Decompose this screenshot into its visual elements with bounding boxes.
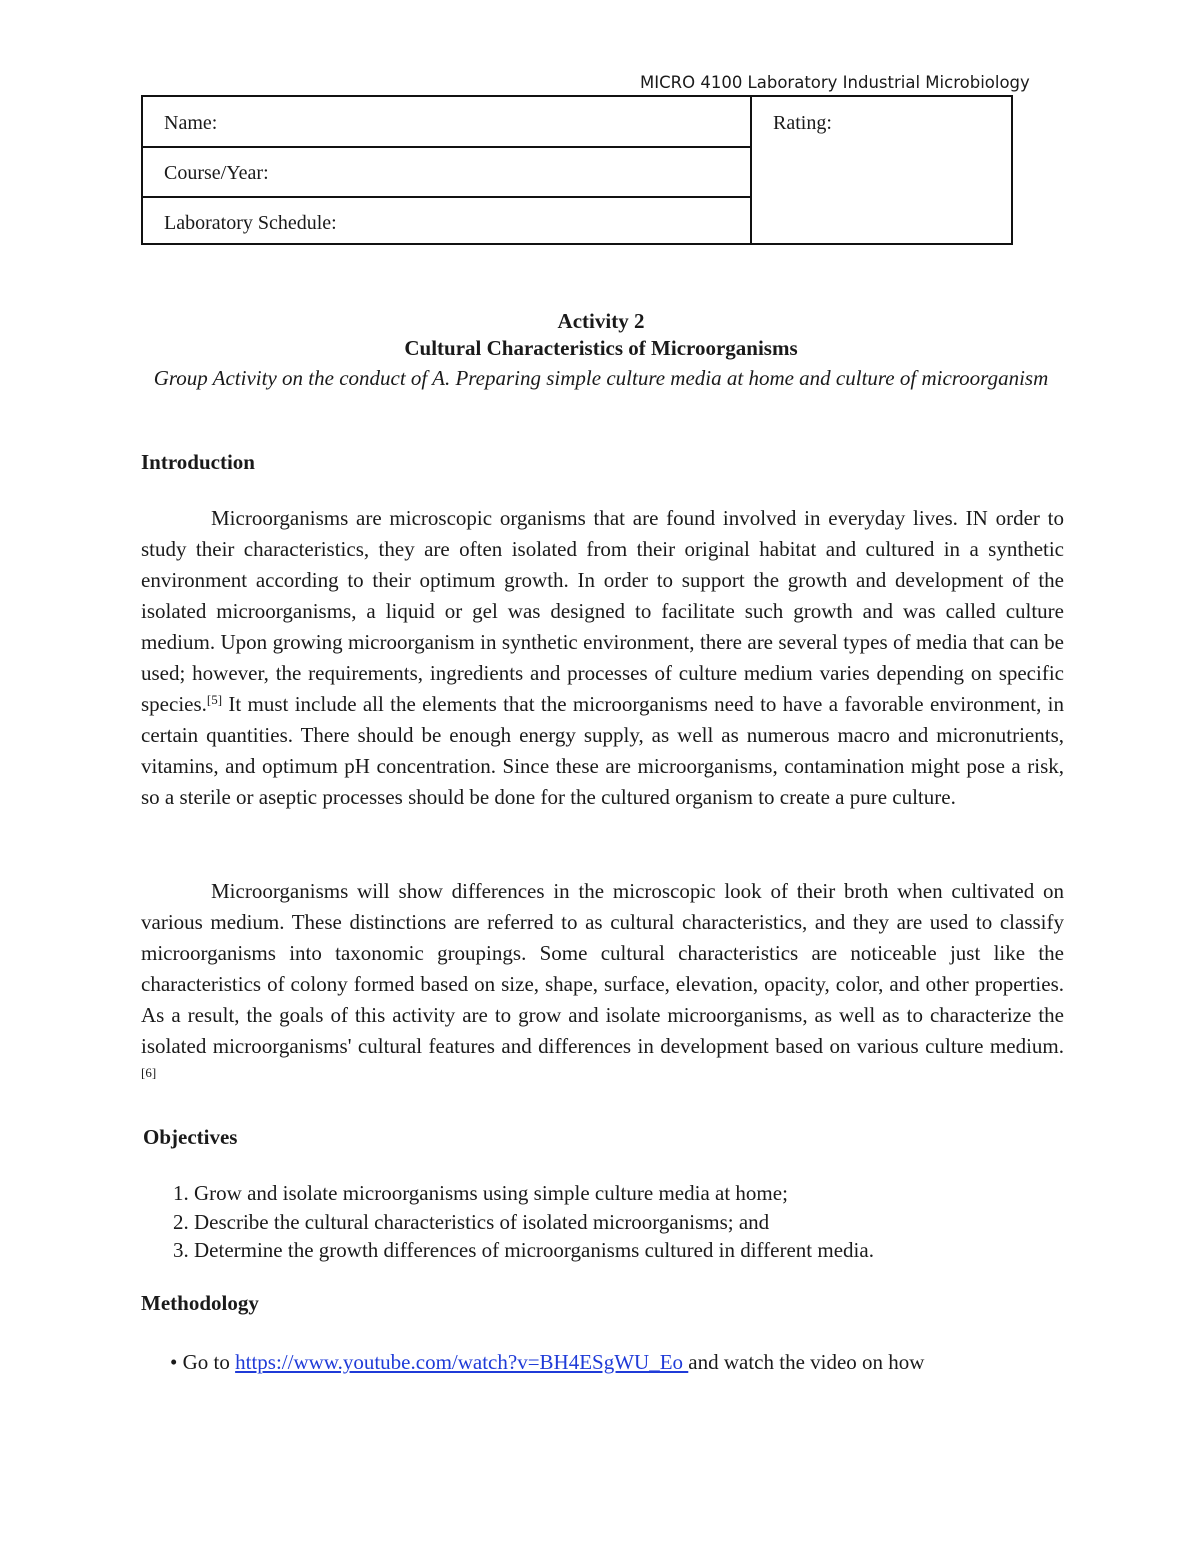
list-item: 1. Grow and isolate microorganisms using simple culture media at home;: [173, 1181, 788, 1205]
objectives-list: [173, 1179, 874, 1265]
student-info-table: [141, 95, 1013, 245]
student-info-left-column: [143, 97, 752, 243]
methodology-heading: Methodology: [141, 1291, 259, 1315]
step-suffix: and watch the video on how: [688, 1350, 925, 1374]
course-header: MICRO 4100 Laboratory Industrial Microbiology: [640, 73, 1030, 92]
methodology-step: [170, 1350, 924, 1375]
introduction-heading: Introduction: [141, 450, 255, 474]
name-field[interactable]: Name:: [143, 97, 750, 148]
step-prefix: • Go to: [170, 1350, 236, 1374]
introduction-paragraph-1: [141, 503, 1064, 813]
introduction-paragraph-2: [141, 876, 1064, 1093]
activity-subtitle: Group Activity on the conduct of A. Preparing simple culture media at home and culture of microorganism: [153, 366, 1049, 390]
list-item: 2. Describe the cultural characteristics of isolated microorganisms; and: [173, 1209, 770, 1234]
list-item: 3. Determine the growth differences of microorganisms cultured in different media.: [173, 1238, 874, 1262]
citation-6[interactable]: [6]: [141, 1065, 157, 1080]
rating-field[interactable]: Rating:: [773, 112, 832, 134]
activity-number: Activity 2: [557, 309, 645, 333]
intro-p1-text: Microorganisms are microscopic organisms that are found involved in everyday lives. IN order to study their characteristics, they are often isolated from their original habitat and cultured in a synthetic environment according to their optimum growth. In order to support the growth and development of the isolated microorganisms, a liquid or gel was designed to facilitate such growth and was called culture medium. Upon growing microorganism in synthetic environment, there are several types of media that can be used; however, the requirements, ingredients and processes of culture medium varies depending on specific species.: [141, 506, 1064, 716]
youtube-video-link[interactable]: https://www.youtube.com/watch?v=BH4ESgWU_Eo: [235, 1350, 689, 1374]
objectives-heading: Objectives: [143, 1125, 238, 1149]
intro-p1-text-after: It must include all the elements that the microorganisms need to have a favorable environment, in certain quantities. There should be enough energy supply, as well as numerous macro and micronutrients, vitamins, and optimum pH concentration. Since these are microorganisms, contamination might pose a risk, so a sterile or aseptic processes should be done for the cultured organism to create a pure culture.: [141, 692, 1064, 809]
course-year-field[interactable]: Course/Year:: [143, 148, 750, 198]
intro-p2-text: Microorganisms will show differences in the microscopic look of their broth when cultivated on various medium. These distinctions are referred to as cultural characteristics, and they are used to classify microorganisms into taxonomic groupings. Some cultural characteristics are noticeable just like the characteristics of colony formed based on size, shape, surface, elevation, opacity, color, and other properties. As a result, the goals of this activity are to grow and isolate microorganisms, as well as to characterize the isolated microorganisms' cultural features and differences in development based on various culture medium.: [141, 879, 1064, 1058]
activity-title: Cultural Characteristics of Microorganisms: [404, 336, 798, 360]
citation-5[interactable]: [5]: [206, 692, 223, 707]
lab-schedule-field[interactable]: Laboratory Schedule:: [164, 212, 337, 234]
